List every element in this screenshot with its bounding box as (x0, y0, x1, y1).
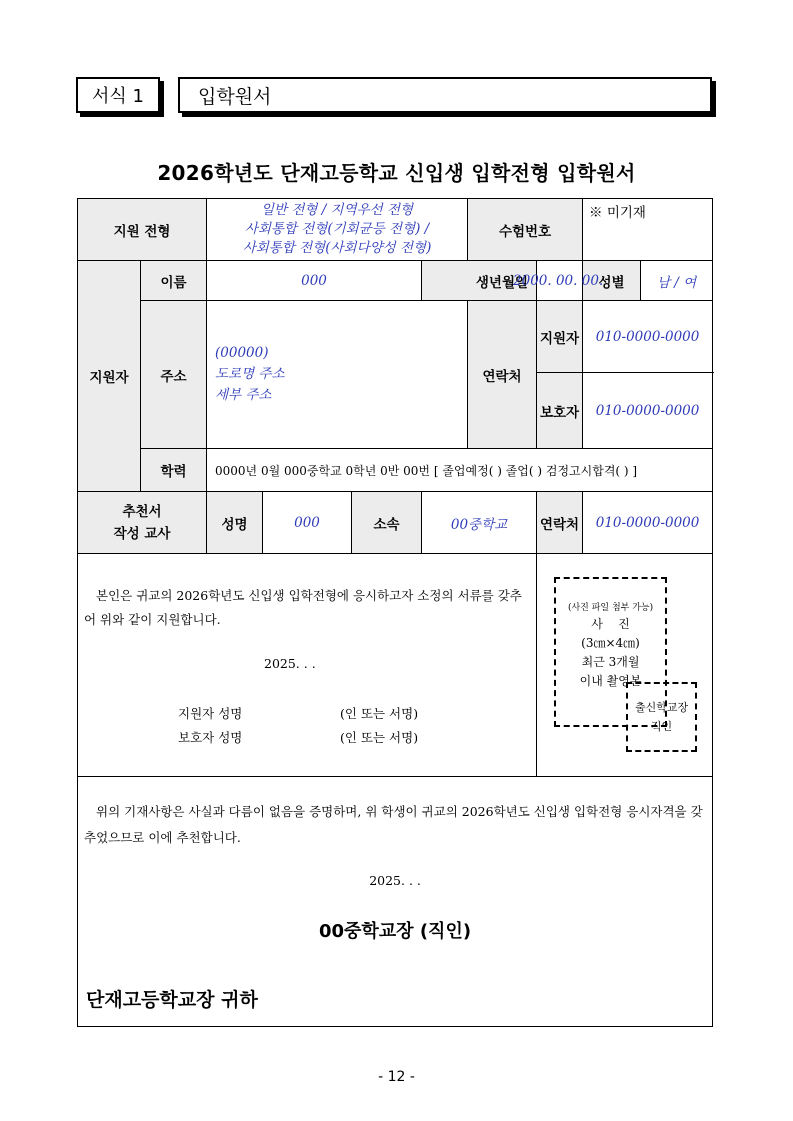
guardian-phone-label: 보호자 (537, 373, 583, 449)
gender-field[interactable]: 남 / 여 (641, 261, 713, 301)
photo-recent: 최근 3개월 (581, 655, 640, 669)
name-label: 이름 (141, 261, 207, 301)
statement-text: 본인은 귀교의 2026학년도 신입생 입학전형에 응시하고자 소정의 서류를 갖추어 위와 같이 지원합니다. (84, 588, 522, 627)
recommender-affiliation-label: 소속 (352, 492, 422, 554)
principal-seal: 00중학교장 (직인) (318, 921, 472, 942)
address-postcode: (00000) (215, 345, 269, 361)
address-road: 도로명 주소 (215, 366, 285, 382)
application-type-line-2: 사회통합 전형(기회균등 전형) / (244, 221, 430, 237)
recommender-contact-field[interactable]: 010-0000-0000 (583, 492, 713, 554)
applicant-phone-label: 지원자 (537, 301, 583, 373)
addressee: 단재고등학교장 귀하 (86, 989, 258, 1011)
guardian-sign-field[interactable]: (인 또는 서명) (340, 730, 419, 745)
form-label (76, 77, 160, 113)
photo-cell (537, 554, 713, 777)
address-field[interactable] (207, 301, 468, 449)
address-detail: 세부 주소 (215, 387, 272, 403)
applicant-sign-field[interactable]: (인 또는 서명) (340, 706, 419, 721)
form-name (178, 77, 712, 113)
exam-number-field[interactable] (583, 199, 713, 261)
exam-number-note: ※ 미기재 (589, 205, 646, 221)
application-type-line-3: 사회통합 전형(사회다양성 전형) (242, 240, 432, 256)
gender-label: 성별 (583, 261, 641, 301)
application-type-line-1: 일반 전형 / 지역우선 전형 (260, 202, 414, 218)
school-seal-box (626, 682, 697, 752)
page-number: - 12 - (378, 1069, 415, 1085)
guardian-phone-field[interactable]: 010-0000-0000 (583, 373, 713, 449)
education-field[interactable]: 0000년 0월 000중학교 0학년 0반 00번 [ 졸업예정( ) 졸업( ) 검정고시합격( ) ] (207, 449, 713, 492)
birth-date-field[interactable]: 2000. 00. 00. (537, 261, 583, 301)
birth-date-label: 생년월일 (422, 261, 537, 301)
application-type-label: 지원 전형 (78, 199, 207, 261)
recommendation-date: 2025. . . (369, 873, 421, 888)
recommender-section-label: 추천서 작성 교사 (78, 492, 207, 554)
seal-line-2: 직인 (650, 720, 673, 733)
application-type-value[interactable] (207, 199, 468, 261)
photo-size: (3㎝×4㎝) (581, 636, 640, 650)
seal-line-1: 출신학교장 (634, 701, 689, 714)
photo-taken: 이내 촬영본 (579, 674, 642, 688)
form-label-text: 서식 1 (92, 86, 144, 107)
photo-note: (사진 파일 첨부 가능) (567, 603, 654, 613)
statement-date: 2025. . . (264, 656, 316, 671)
application-form-table (77, 198, 713, 1027)
recommender-affiliation-field[interactable]: 00중학교 (422, 492, 537, 554)
applicant-section-label: 지원자 (78, 261, 141, 492)
document-title: 2026학년도 단재고등학교 신입생 입학전형 입학원서 (157, 161, 636, 185)
applicant-sign-label: 지원자 성명 (178, 706, 243, 721)
name-field[interactable]: 000 (207, 261, 422, 301)
guardian-sign-label: 보호자 성명 (178, 730, 243, 745)
recommender-name-label: 성명 (207, 492, 263, 554)
contact-label: 연락처 (468, 301, 537, 449)
photo-label: 사 진 (591, 617, 630, 631)
address-label: 주소 (141, 301, 207, 449)
applicant-phone-field[interactable]: 010-0000-0000 (583, 301, 713, 373)
education-label: 학력 (141, 449, 207, 492)
recommender-name-field[interactable]: 000 (263, 492, 352, 554)
statement-cell (78, 554, 537, 777)
recommendation-cell (78, 777, 713, 1027)
recommender-contact-label: 연락처 (537, 492, 583, 554)
form-name-text: 입학원서 (198, 85, 272, 108)
exam-number-label: 수험번호 (468, 199, 583, 261)
recommendation-text: 위의 기재사항은 사실과 다름이 없음을 증명하며, 위 학생이 귀교의 2026학년도 신입생 입학전형 응시자격을 갖추었으므로 이에 추천합니다. (84, 804, 703, 845)
